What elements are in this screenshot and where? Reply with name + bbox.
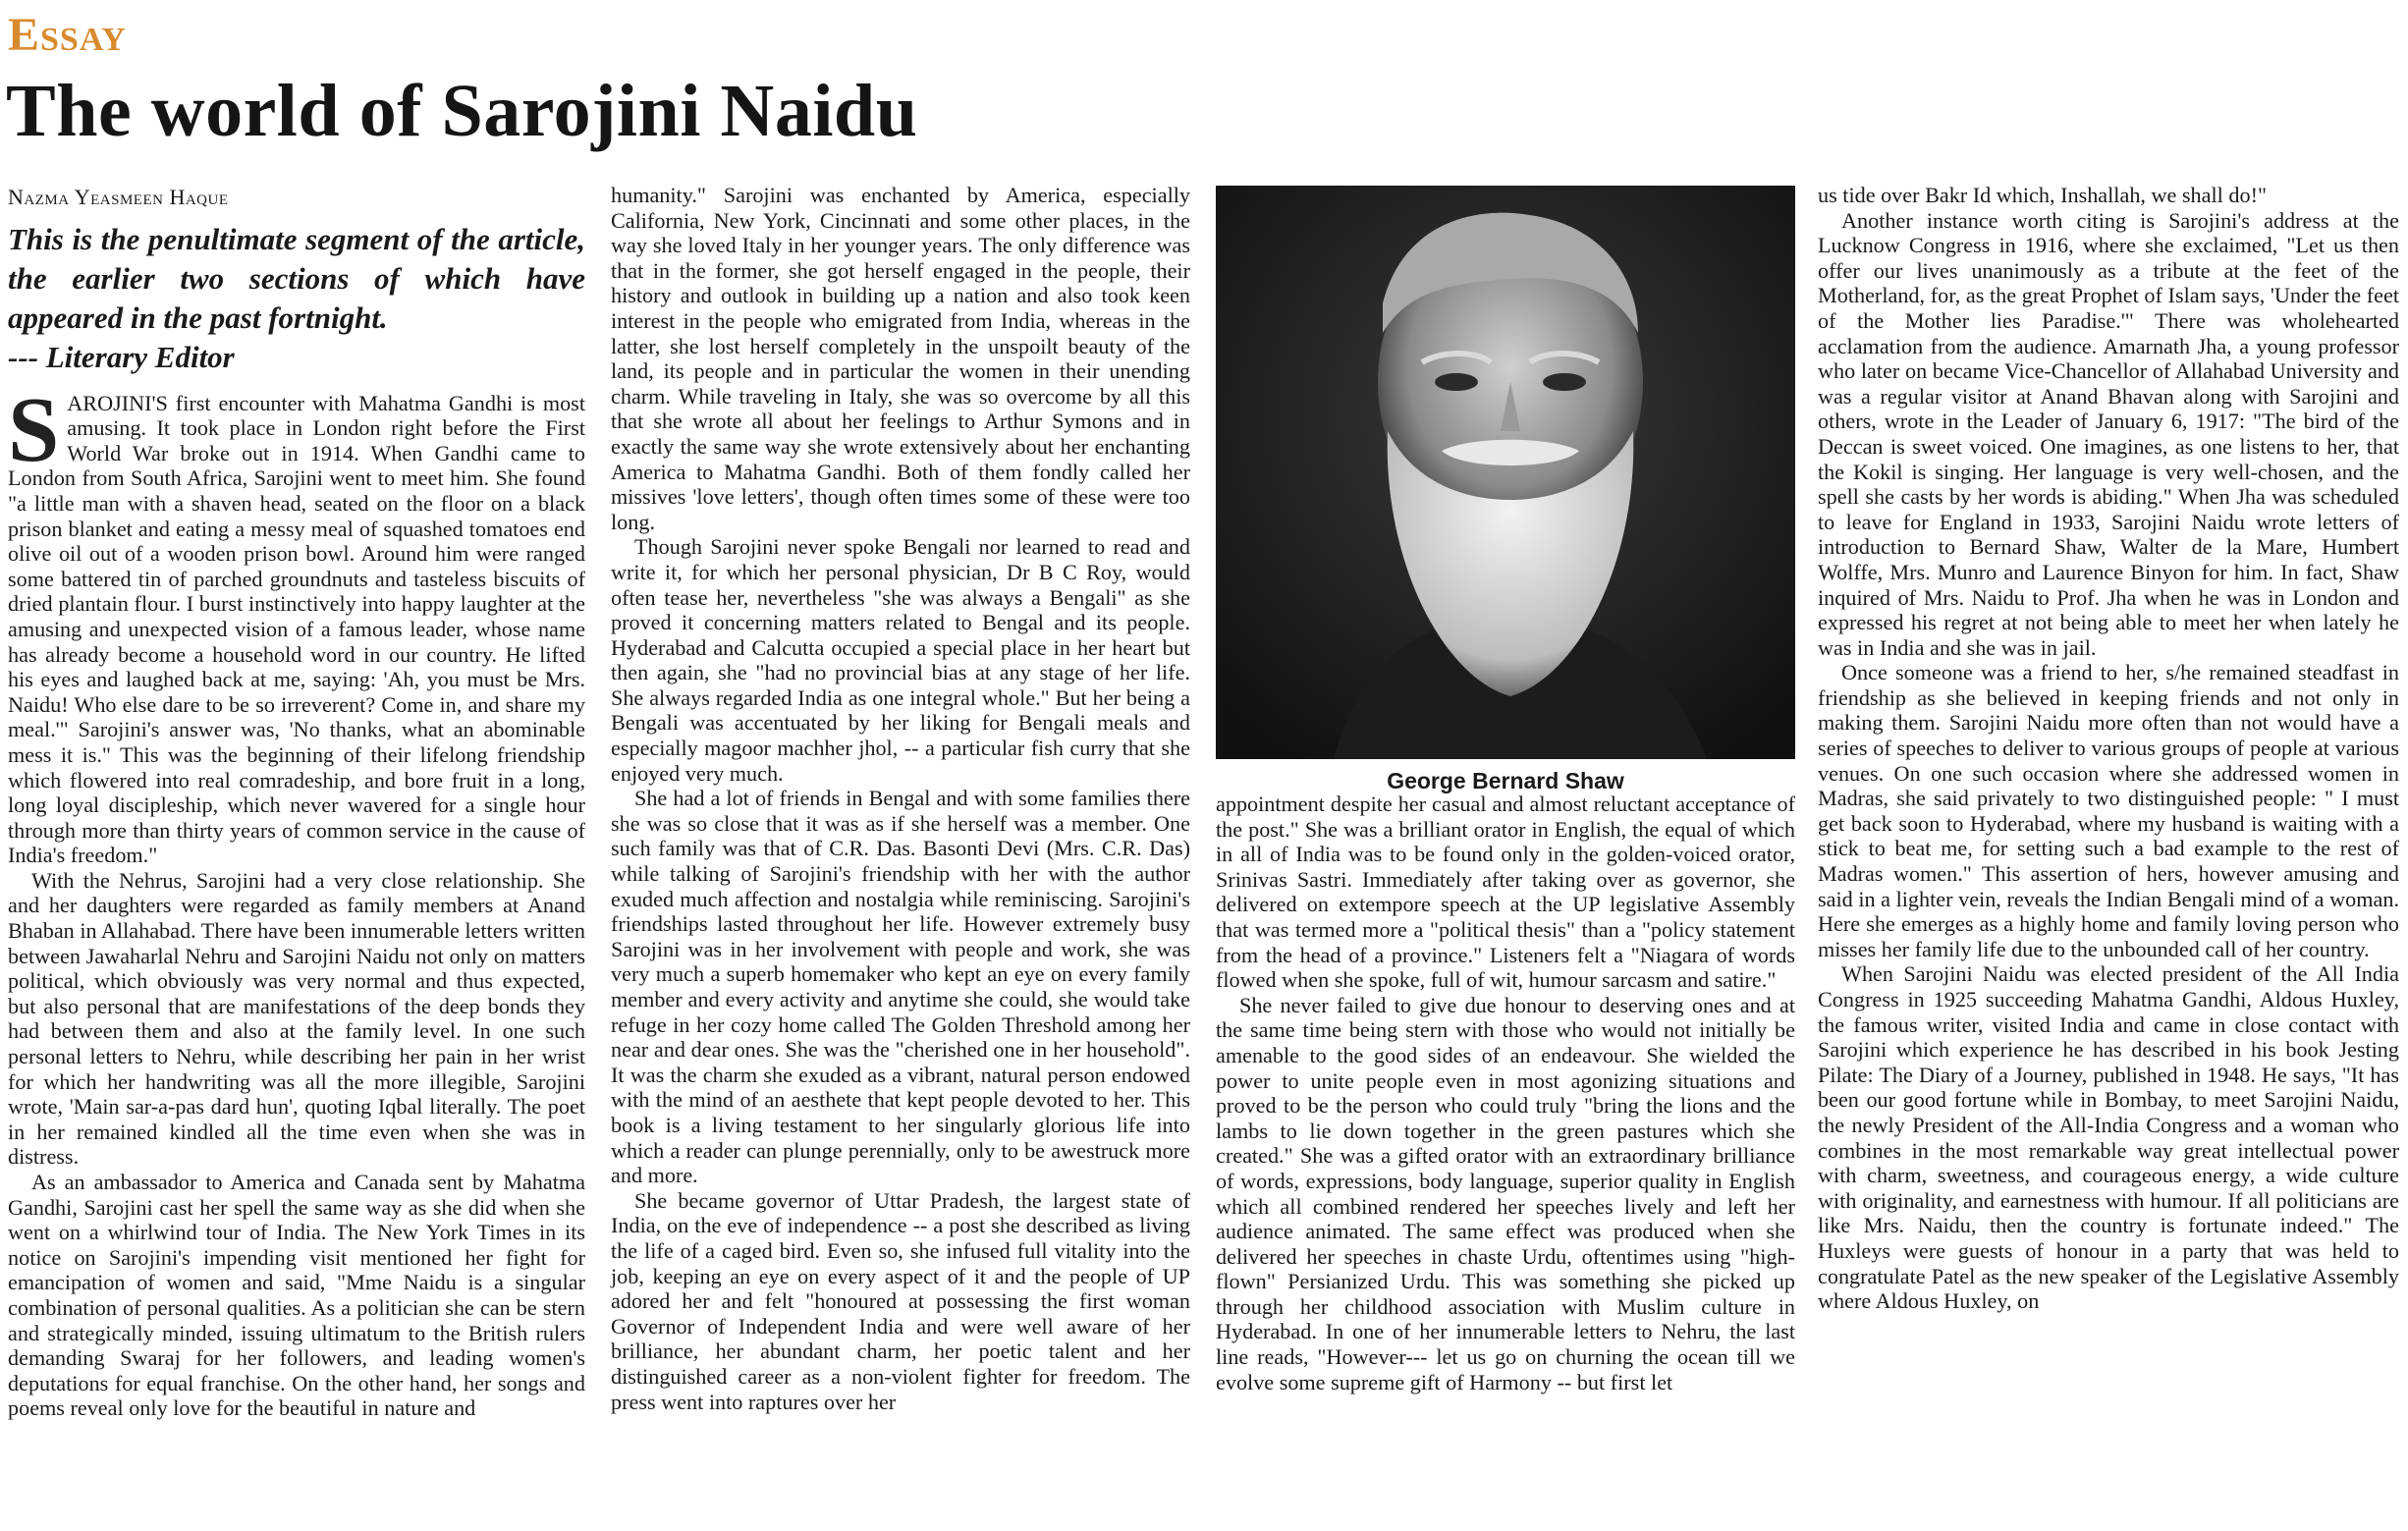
paragraph: Once someone was a friend to her, s/he remained steadfast in friendship as she believed in keeping friends and not only in making them. Sarojini Naidu more often than not would have a series of speeches to deliver to various groups of people at various venues. On one such occasion where she addressed women in Madras, she said privately to two distinguished people: " I must get back soon to Hyderabad, where my husband is waiting with a stick to beat me, for setting such a bad example to the rest of Madras women." This assertion of hers, however amusing and said in a lighter vein, reveals the Indian Bengali mind of a woman. Here she emerges as a highly home and family loving person who misses her family life due to the unbounded call of her country.	[1818, 660, 2399, 961]
portrait-photo	[1216, 186, 1795, 759]
drop-cap: S	[8, 378, 60, 481]
column-4	[1818, 183, 2399, 1314]
photo-caption: George Bernard Shaw	[1387, 768, 1624, 793]
paragraph: Another instance worth citing is Sarojini's address at the Lucknow Congress in 1916, where she exclaimed, "Let us then offer our lives unanimously as a tribute at the feet of the Motherland, for, as the great Prophet of Islam says, 'Under the feet of the Mother lies Paradise.'" There was wholehearted acclamation from the audience. Amarnath Jha, a young professor who later on became Vice-Chancellor of Allahabad University and was a regular visitor at Anand Bhavan along with Sarojini and others, wrote in the Leader of January 6, 1917: "The bird of the Deccan is sweet voiced. One imagines, as one listens to her, that the Kokil is singing. Her language is very well-chosen, and the spell she casts by her words is abiding." When Jha was scheduled to leave for England in 1933, Sarojini Naidu wrote letters of introduction to Bernard Shaw, Walter de la Mare, Humbert Wolffe, Mrs. Munro and Laurence Binyon for him. In fact, Shaw inquired of Mrs. Naidu to Prof. Jha when he was in London and expressed his regret at not being able to meet her when lately he was in India and she was in jail.	[1818, 207, 2399, 660]
paragraph: humanity." Sarojini was enchanted by America, especially California, New York, Cincinnati and some other places, in the way she loved Italy in her younger years. The only difference was that in the former, she got herself engaged in the people, their history and outlook in building up a nation and also took keen interest in the people who emigrated from India, whereas in the latter, she lost herself completely in the unspoilt beauty of the land, its people and in particular the women in their unending charm. While traveling in Italy, she was so overcome by all this that she wrote all about her feelings to Arthur Symons and in exactly the same way she wrote extensively about her enchanting America to Mahatma Gandhi. Both of them fondly called her missives 'love letters', though often times some of these were too long.	[611, 183, 1190, 534]
standfirst-text: This is the penultimate segment of the article, the earlier two sections of which have appeared in the past fortnight.	[8, 221, 585, 335]
paragraph: She became governor of Uttar Pradesh, the largest state of India, on the eve of independence -- a post she described as living the life of a caged bird. Even so, she infused full vitality into the job, keeping an eye on every aspect of it and the people of UP adored her and felt "honoured at possessing the first woman Governor of Independent India and were well aware of her brilliance, her abundant charm, her poetic talent and her distinguished career as a non-violent fighter for freedom. The press went into raptures over her	[611, 1187, 1190, 1414]
column-1	[8, 185, 585, 1421]
portrait-icon	[1216, 186, 1795, 759]
paragraph: She had a lot of friends in Bengal and with some families there she was so close that it was as if she herself was a member. One such family was that of C.R. Das. Basonti Devi (Mrs. C.R. Das) while talking of Sarojini's friendship with her with the author exuded much affection and nostalgia while reminiscing. Sarojini's friendships lasted throughout her life. However extremely busy Sarojini was in her involvement with people and work, she was very much a superb homemaker who kept an eye on every family member and every activity and anytime she could, she would take refuge in her cozy home called The Golden Threshold among her near and dear ones. She was the "cherished one in her household". It was the charm she exuded as a vibrant, natural person endowed with the mind of an aesthete that kept people devoted to her. This book is a living testament to her singularly glorious life into which a reader can plunge perennially, only to be awestruck more and more.	[611, 786, 1190, 1188]
column-2	[611, 183, 1190, 1414]
paragraph: As an ambassador to America and Canada sent by Mahatma Gandhi, Sarojini cast her spell the same way as she did when she went on a whirlwind tour of India. The New York Times in its notice on Sarojini's impending visit mentioned her fight for emancipation of women and said, "Mme Naidu is a singular combination of personal qualities. As a politician she can be stern and strategically minded, issuing ultimatum to the British rulers demanding Swaraj for her followers, and leading women's deputations for equal franchise. On the other hand, her songs and poems reveal only love for the beautiful in nature and	[8, 1170, 585, 1421]
paragraph-text: AROJINI'S first encounter with Mahatma Gandhi is most amusing. It took place in London right before the First World War broke out in 1914. When Gandhi came to London from South Africa, Sarojini went to meet him. She found "a little man with a shaven head, seated on the floor on a black prison blanket and eating a messy meal of squashed tomatoes end olive oil out of a wooden prison bowl. Around him were ranged some battered tin of parched groundnuts and tasteless biscuits of dried plantain flour. I burst instinctively into happy laughter at the amusing and unexpected vision of a famous leader, whose name has already become a household word in our country. He lifted his eyes and laughed back at me, saying: 'Ah, you must be Mrs. Naidu! Who else dare to be so irreverent? Come in, and share my meal.'" Sarojini's answer was, 'No thanks, what an abominable mess it is." This was the beginning of their lifelong friendship which flowered into real comradeship, and bore fruit in a long, long loyal discipleship, which never wavered for a single hour through more than thirty years of common service in the cause of India's freedom."	[8, 390, 585, 868]
paragraph: With the Nehrus, Sarojini had a very close relationship. She and her daughters were regarded as family members at Anand Bhaban in Allahabad. There have been innumerable letters written between Jawaharlal Nehru and Sarojini Naidu not only on matters political, which obviously was very normal and thus expected, but also personal that are manifestations of the deep bonds they had between them and also at the family level. In one such personal letters to Nehru, while describing her pain in her wrist for which her handwriting was all the more illegible, Sarojini wrote, 'Main sar-a-pas dard hun', quoting Iqbal literally. The poet in her remained kindled all the time even when she was in distress.	[8, 867, 585, 1170]
paragraph: She never failed to give due honour to deserving ones and at the same time being stern with those who would not initially be amenable to the good sides of an endeavour. She wielded the power to unite people even in most agonizing situations and proved to be the person who could truly "bring the lions and the lambs to lie down together in the green pastures which she created." She was a gifted orator with an extraordinary brilliance of words, expressions, body language, superior quality in English which all combined rendered her speeches lively and left her audience animated. The same effect was produced when she delivered her speeches in chaste Urdu, oftentimes using "high-flown" Persianized Urdu. This was something she picked up through her childhood association with Muslim culture in Hyderabad. In one of her innumerable letters to Nehru, the last line reads, "However--- let us go on churning the ocean till we evolve some supreme gift of Harmony -- but first let	[1216, 992, 1795, 1394]
headline: The world of Sarojini Naidu	[6, 70, 918, 152]
paragraph: Though Sarojini never spoke Bengali nor learned to read and write it, for which her personal physician, Dr B C Roy, would often tease her, nevertheless "she was always a Bengali" as she proved it concerning matters related to Bengal and its people. Hyderabad and Calcutta occupied a special place in her heart but then again, she "had no provincial bias at any stage of her life. She always regarded India as one integral whole." But her being a Bengali was accentuated by her liking for Bengali meals and especially magoor machher jhol, -- a particular fish curry that she enjoyed very much.	[611, 534, 1190, 786]
paragraph: us tide over Bakr Id which, Inshallah, we shall do!"	[1818, 183, 2268, 207]
paragraph	[8, 378, 585, 868]
section-label: Essay	[8, 9, 127, 61]
standfirst	[8, 220, 585, 377]
editor-credit: --- Literary Editor	[8, 339, 235, 374]
byline: Nazma Yeasmeen Haque	[8, 185, 229, 209]
paragraph: When Sarojini Naidu was elected president of the All India Congress in 1925 succeeding Mahatma Gandhi, Aldous Huxley, the famous writer, visited India and came in close contact with Sarojini which experience he has described in his book Jesting Pilate: The Diary of a Journey, published in 1948. He says, "It has been our good fortune while in Bombay, to meet Sarojini Naidu, the newly President of the All-India Congress and a woman who combines in the most remarkable way great intellectual power with charm, sweetness, and courageous energy, a wide culture with originality, and earnestness with humour. If all politicians are like Mrs. Naidu, then the country is fortunate indeed." The Huxleys were guests of honour in a party that was held to congratulate Patel as the new speaker of the Legislative Assembly where Aldous Huxley, on	[1818, 961, 2399, 1314]
paragraph: appointment despite her casual and almost reluctant acceptance of the post." She was a brilliant orator in English, the equal of which in all of India was to be found only in the golden-voiced orator, Srinivas Sastri. Immediately after taking over as governor, she delivered on extempore speech at the UP legislative Assembly that was termed more a "political thesis" than a "policy statement from the head of a province." Listeners felt a "Niagara of words flowed when she spoke, full of wit, humour sarcasm and satire."	[1216, 792, 1795, 993]
column-3	[1216, 792, 1795, 1394]
